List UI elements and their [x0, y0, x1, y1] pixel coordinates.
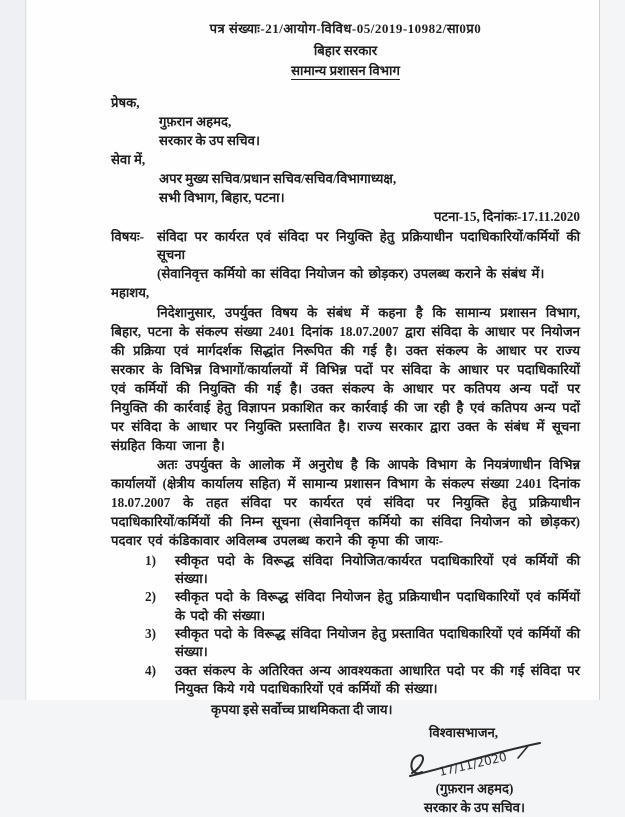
signature-block — [387, 724, 562, 817]
list-item-number: 4) — [145, 662, 156, 678]
place-and-date: पटना-15, दिनांकः-17.11.2020 — [434, 209, 580, 224]
letter-page — [27, 0, 599, 815]
body-paragraph-1: निदेशानुसार, उपर्युक्त विषय के संबंध में कहना है कि सामान्य प्रशासन विभाग, बिहार, पटना के संकल्प संख्या 2401 दिनांक 18.07.2007 द्वारा संविदा के आधार पर नियोजन की प्रक्रिया एवं मार्गदर्शक सिद्धांत निरूपित की गई है। उक्त संकल्प के आधार पर राज्य सरकार के विभिन्न विभागों/कार्यालयों में विभिन्न पदों पर संविदा के आधार पर पदाधिकारियों एवं कर्मियों की नियुक्ति की गई है। उक्त संकल्प के आधार पर कतिपय अन्य पदों पर नियुक्ति की कार्रवाई हेतु विज्ञापन प्रकाशित कर कार्रवाई की जा रही है एवं कतिपय अन्य पदों पर संविदा के आधार पर नियुक्ति प्रस्तावित है। राज्य सरकार द्वारा उक्त के संबंध में सूचना संग्रहित किया जाना है। — [111, 304, 580, 453]
sender-label: प्रेषक, — [111, 94, 140, 110]
handwritten-date: 17/11/2020 — [437, 749, 508, 780]
list-item-text: स्वीकृत पदो के विरूद्ध संविदा नियोजन हेतु प्रक्रियाधीन पदाधिकारियों एवं कर्मियों के पदो की संख्या। — [175, 589, 580, 623]
signatory-name: (गुफ़रान अहमद) — [435, 781, 514, 797]
list-item — [111, 625, 580, 662]
page-right-edge — [599, 0, 600, 700]
sender-designation: सरकार के उप सचिव। — [159, 132, 261, 148]
recipient-line2: सभी विभाग, बिहार, पटना। — [159, 189, 285, 205]
list-item — [111, 588, 580, 625]
department-name: सामान्य प्रशासन विभाग — [291, 63, 400, 78]
list-item — [111, 662, 580, 699]
subject-line2: (सेवानिवृत्त कर्मियो का संविदा नियोजन को छोड़कर) उपलब्ध कराने के संबंध में। — [157, 266, 545, 282]
government-name: बिहार सरकार — [313, 42, 378, 58]
sender-name: गुफ़रान अहमद, — [159, 113, 232, 129]
body-paragraph-2: अतः उपर्युक्त के आलोक में अनुरोध है कि आपके विभाग के नियत्रंणाधीन विभिन्न कार्यालयों (क्षेत्रीय कार्यालय सहित) में सामान्य प्रशासन विभाग के संकल्प संख्या 2401 दिनांक 18.07.2007 के तहत संविदा पर कार्यरत एवं संविदा पर नियुक्ति हेतु प्रक्रियाधीन पदाधिकारियों/कर्मियों की निम्न सूचना (सेवानिवृत्त कर्मियो का संविदा नियोजन को छोड़कर) पदवार एवं कंडिकावार अविलम्ब उपलब्ध कराने की कृपा की जायः- — [111, 456, 580, 548]
department-heading — [111, 62, 580, 81]
signatory-designation: सरकार के उप सचिव। — [423, 799, 525, 815]
subject-label: विषयः- — [111, 228, 145, 244]
recipient-label: सेवा में, — [111, 151, 146, 167]
subject-text — [157, 228, 580, 284]
list-item — [111, 552, 580, 589]
salutation: महाशय, — [111, 285, 150, 301]
closing-request: कृपया इसे सर्वोच्च प्राथमिकता दी जाय। — [211, 702, 393, 718]
list-item-number: 2) — [145, 589, 156, 605]
subject — [111, 228, 580, 284]
list-item-text: स्वीकृत पदो के विरूद्ध संविदा नियोजित/कार्यरत पदाधिकारियों एवं कर्मियों की संख्या। — [175, 552, 580, 587]
information-list — [111, 552, 580, 698]
list-item-number: 1) — [145, 552, 156, 568]
recipient-line1: अपर मुख्य सचिव/प्रधान सचिव/सचिव/विभागाध्यक्ष, — [159, 170, 397, 186]
letter-number: पत्र संख्याः-21/आयोग-विविध-05/2019-10982/सा0प्र0 — [209, 21, 482, 36]
list-item-text: स्वीकृत पदो के विरूद्ध संविदा नियोजन हेतु प्रस्तावित पदाधिकारियों एवं कर्मियों की संख्या। — [175, 626, 580, 660]
handwritten-signature — [400, 740, 550, 784]
valediction: विश्वासभाजन, — [429, 724, 499, 740]
scan-left-margin — [0, 0, 26, 700]
list-item-number: 3) — [145, 626, 156, 642]
subject-line1: संविदा पर कार्यरत एवं संविदा पर नियुक्ति हेतु प्रक्रियाधीन पदाधिकारियों/कर्मियों की सूचना — [157, 228, 580, 263]
list-item-text: उक्त संकल्प के अतिरिक्त अन्य आवश्यकता आधारित पदो पर की गई संविदा पर नियुक्त किये गये पदाधिकारियों एवं कर्मियों की संख्या। — [175, 662, 580, 696]
